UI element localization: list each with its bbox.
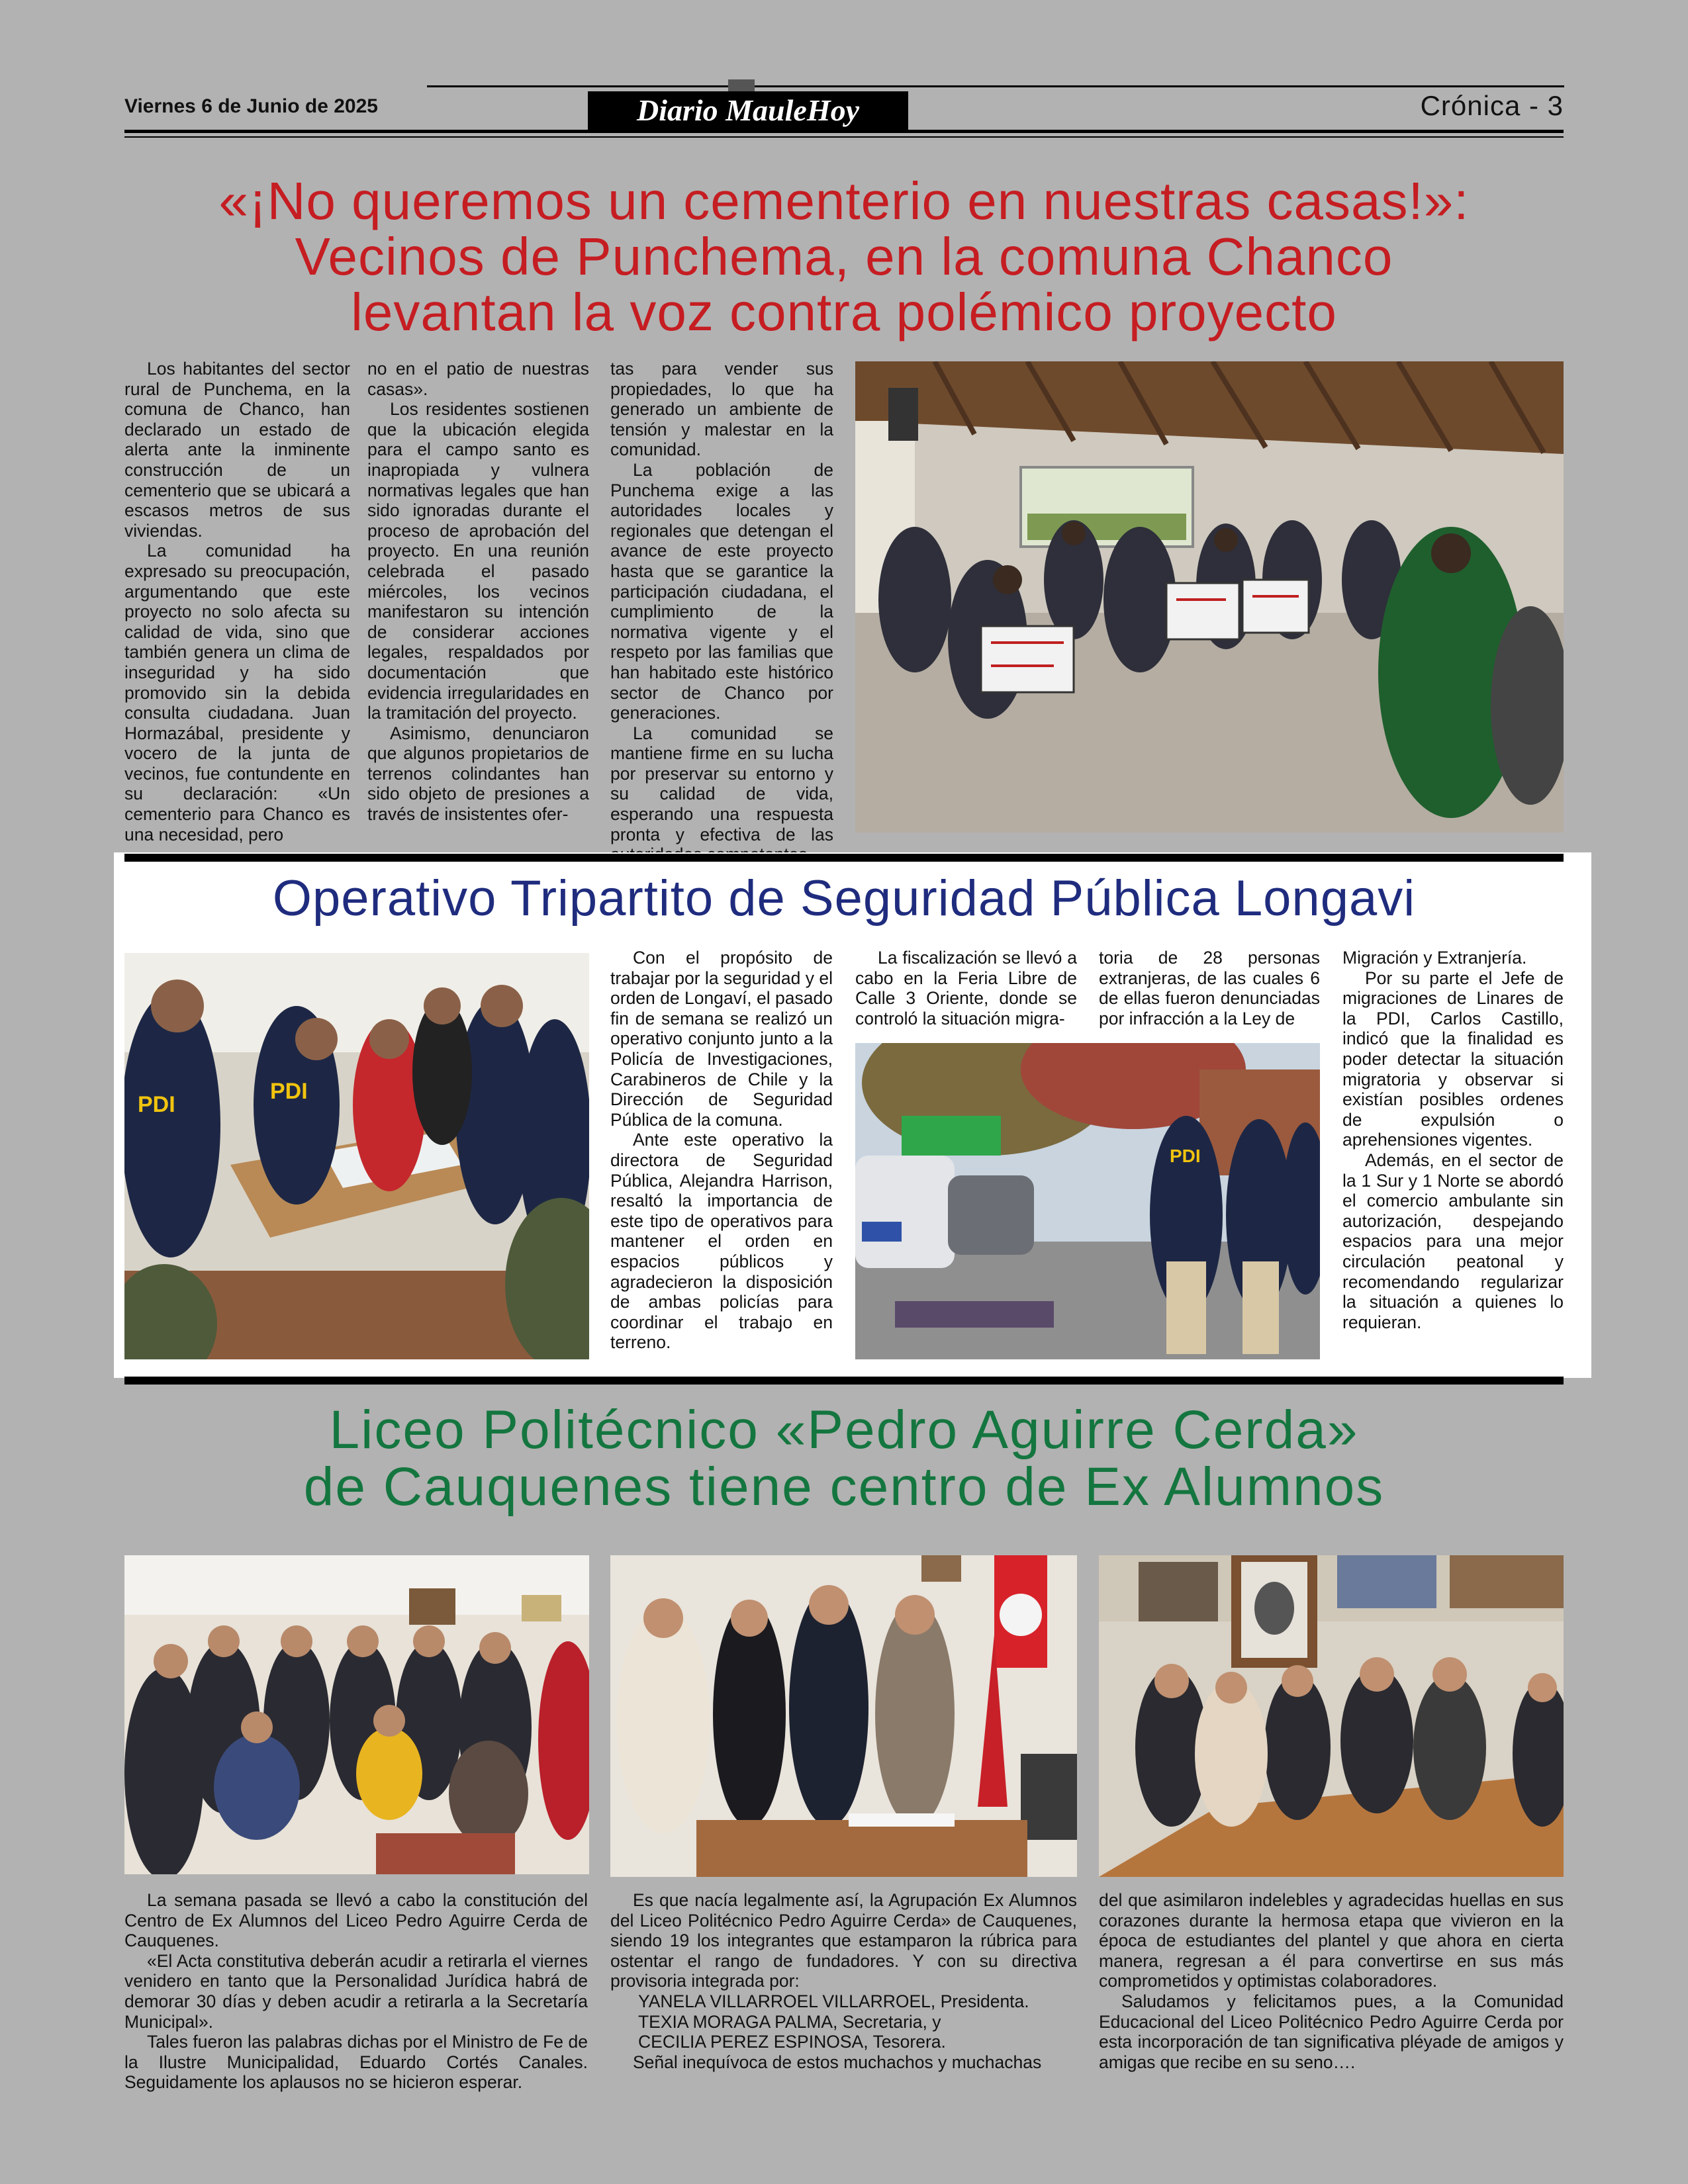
paragraph: Señal inequívoca de estos muchachos y muchachas bbox=[633, 2052, 1042, 2072]
article3-column-3 bbox=[1099, 1890, 1564, 2072]
directiva-member: CECILIA PEREZ ESPINOSA, Tesorera. bbox=[638, 2032, 946, 2052]
header-rule bbox=[124, 136, 1564, 138]
section-divider bbox=[124, 1377, 1564, 1385]
section-divider bbox=[124, 854, 1564, 862]
article1-column-2 bbox=[367, 359, 589, 825]
paragraph: toria de 28 personas extranjeras, de las cuales 6 de ellas fueron denunciadas por infracción a la Ley de bbox=[1099, 948, 1320, 1028]
directiva-member: TEXIA MORAGA PALMA, Secretaria, y bbox=[638, 2011, 941, 2032]
paragraph: La semana pasada se llevó a cabo la constitución del Centro de Ex Alumnos del Liceo Pedro Aguirre Cerda de Cauquenes. bbox=[124, 1890, 588, 1951]
article1-headline bbox=[106, 173, 1582, 340]
paragraph: Además, en el sector de la 1 Sur y 1 Norte se abordó el comercio ambulante sin autorización, despejando espacios para una mejor circulación peatonal y recomendando regularizar la situación a quienes lo requieran. bbox=[1342, 1150, 1564, 1332]
headline-line: de Cauquenes tiene centro de Ex Alumnos bbox=[303, 1457, 1385, 1518]
issue-date: Viernes 6 de Junio de 2025 bbox=[124, 95, 378, 117]
article2-headline: Operativo Tripartito de Seguridad Pública Longavi bbox=[272, 870, 1416, 927]
paragraph: tas para vender sus propiedades, lo que ha generado un ambiente de tensión y malestar en la comunidad. bbox=[610, 359, 833, 460]
headline-line: Vecinos de Punchema, en la comuna Chanco bbox=[295, 227, 1393, 286]
paragraph: La población de Punchema exige a las autoridades locales y regionales que detengan el avance de este proyecto hasta que se garantice la participación ciudadana, el cumplimiento de la normativa vigente y el respeto por las familias que han habitado este histórico sector de Chanco por generaciones. bbox=[610, 459, 833, 723]
paragraph: Por su parte el Jefe de migraciones de Linares de la PDI, Carlos Castillo, indicó que la finalidad es poder detectar la situación migratoria y observar si existían posibles ordenes de expulsión o aprehensiones vigentes. bbox=[1342, 968, 1564, 1150]
article2-column-3 bbox=[1099, 948, 1320, 1028]
paragraph: La comunidad se mantiene firme en su lucha por preservar su entorno y su calidad de vida, esperando una respuesta pronta y efectiva de las bbox=[610, 723, 833, 844]
article2-photo-briefing bbox=[124, 953, 589, 1359]
article1-column-1 bbox=[124, 359, 350, 844]
headline-line: «¡No queremos un cementerio en nuestras casas!»: bbox=[218, 171, 1470, 230]
headline-line: levantan la voz contra polémico proyecto bbox=[351, 283, 1337, 341]
paragraph: La comunidad ha expresado su preocupación, argumentando que este proyecto no solo afecta su calidad de vida, sino que también genera un clima de inseguridad y ha sido promovido sin la debida consulta ciudadana. Juan Hormazábal, presidente y vocero de la junta de vecinos, fue contundente en su declaración: «Un cementerio para Chanco es una necesidad, pero bbox=[124, 541, 350, 844]
headline-line: Liceo Politécnico «Pedro Aguirre Cerda» bbox=[329, 1400, 1359, 1460]
paragraph: Es que nacía legalmente así, la Agrupación Ex Alumnos del Liceo Politécnico Pedro Aguirre Cerda» de Cauquenes, siendo 19 los integrantes que estamparon la rúbrica para ostentar el rango de fundadores. Y con su directiva provisoria integrada por: bbox=[610, 1890, 1077, 1991]
article3-photo-directiva bbox=[610, 1555, 1077, 1877]
article3-column-2 bbox=[610, 1890, 1077, 2072]
paragraph: Saludamos y felicitamos pues, a la Comunidad Educacional del Liceo Politécnico Pedro Aguirre Cerda por esta incorporación de tan significativa pléyade de amigos y amigas que recibe en su seno…. bbox=[1099, 1991, 1564, 2072]
directiva-member: YANELA VILLARROEL VILLARROEL, Presidenta. bbox=[638, 1991, 1029, 2011]
article2-column-2 bbox=[855, 948, 1077, 1028]
header-rule bbox=[427, 85, 1564, 87]
paragraph: Migración y Extranjería. bbox=[1342, 948, 1527, 968]
header-rule bbox=[124, 130, 1564, 133]
svg-text:PDI: PDI bbox=[1170, 1146, 1201, 1166]
paragraph: Los habitantes del sector rural de Punchema, en la comuna de Chanco, han declarado un estado de alerta ante la inminente construcción de un cementerio que se ubicará a escasos metros de sus viviendas. bbox=[124, 359, 350, 541]
paragraph: Asimismo, denunciaron que algunos propietarios de terrenos colindantes han sido objeto de presiones a través de insistentes ofer- bbox=[367, 723, 589, 825]
paragraph: Los residentes sostienen que la ubicación elegida para el campo santo es inapropiada y vulnera normativas legales que han sido ignoradas durante el proceso de aprobación del proyecto. En una reunión celebrada el pasado miércoles, los vecinos manifestaron su intención de considerar acciones legales, respaldados por documentación que evidencia irregularidades en la tramitación del proyecto. bbox=[367, 399, 589, 723]
article1-photo-meeting bbox=[855, 361, 1564, 833]
article1-column-3 bbox=[610, 359, 833, 865]
article3-photo-group bbox=[124, 1555, 589, 1874]
paragraph: Tales fueron las palabras dichas por el Ministro de Fe de la Ilustre Municipalidad, Eduardo Cortés Canales. Seguidamente los aplausos no se hicieron esperar. bbox=[124, 2032, 588, 2093]
section-page-label: Crónica - 3 bbox=[1420, 90, 1564, 121]
svg-text:PDI: PDI bbox=[138, 1092, 175, 1117]
article3-column-1 bbox=[124, 1890, 588, 2093]
paragraph: Con el propósito de trabajar por la seguridad y el orden de Longaví, el pasado fin de semana se realizó un operativo conjunto junto a la Policía de Investigaciones, Carabineros de Chile y la Dirección de Seguridad Pública de la comuna. bbox=[610, 948, 833, 1130]
article3-headline bbox=[106, 1402, 1582, 1516]
article2-column-4 bbox=[1342, 948, 1564, 1332]
paragraph: no en el patio de nuestras casas». bbox=[367, 359, 589, 399]
article3-photo-meeting bbox=[1099, 1555, 1564, 1877]
paragraph: del que asimilaron indelebles y agradecidas huellas en sus corazones durante la hermosa etapa que vivieron en la época de estudiantes del plantel y que ahora en cierta manera, regresan a él para convertirse en sus más comprometidos y optimistas colaboradores. bbox=[1099, 1890, 1564, 1991]
paragraph: Ante este operativo la directora de Seguridad Pública, Alejandra Harrison, resaltó la importancia de este tipo de operativos para mantener el orden en espacios públicos y agradecieron la disposición de ambas policías para coordinar el trabajo en terreno. bbox=[610, 1130, 833, 1353]
article2-column-1 bbox=[610, 948, 833, 1353]
paragraph: La fiscalización se llevó a cabo en la Feria Libre de Calle 3 Oriente, donde se controló la situación migra- bbox=[855, 948, 1077, 1028]
masthead-logo: Diario MauleHoy bbox=[588, 91, 908, 130]
paragraph: «El Acta constitutiva deberán acudir a retirarla el viernes venidero en tanto que la Personalidad Jurídica habrá de demorar 30 días y deben acudir a retirarla a la Secretaría Municipal». bbox=[124, 1950, 588, 2032]
masthead-tab bbox=[728, 79, 755, 93]
svg-text:PDI: PDI bbox=[270, 1079, 308, 1104]
article2-photo-street bbox=[855, 1043, 1320, 1359]
